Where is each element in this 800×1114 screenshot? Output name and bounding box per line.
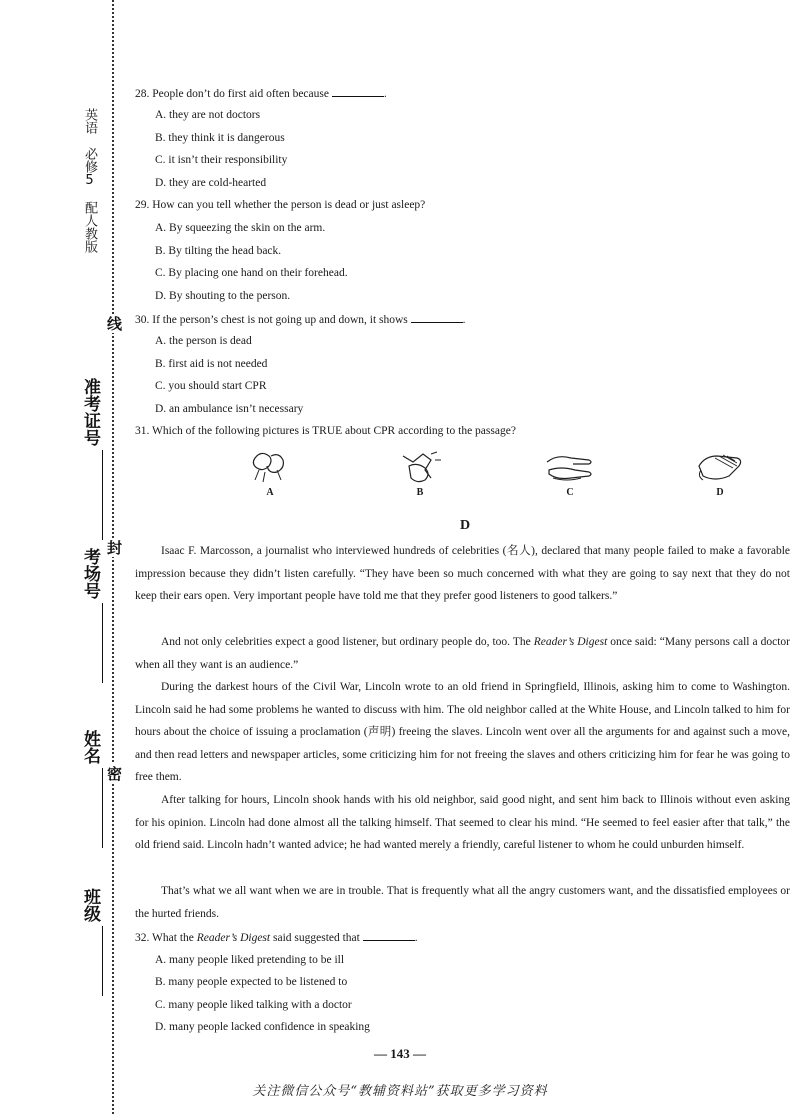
option: D. an ambulance isn’t necessary — [155, 403, 304, 415]
passage-paragraph: Isaac F. Marcosson, a journalist who interviewed hundreds of celebrities (名人), declared that many people failed to make a favorable impression because they didn’t listen carefully. “They have been so much concerned with what they are going to say next that they do not keep their ears open. Very important people have told me that they prefer good listeners to good talkers.” — [135, 545, 790, 603]
option: C. you should start CPR — [155, 380, 267, 392]
italic-title: Reader’s Digest — [533, 636, 608, 648]
picture-label: B — [416, 487, 424, 498]
option: A. By squeezing the skin on the arm. — [155, 222, 326, 234]
option: B. By tilting the head back. — [155, 245, 282, 257]
page-number: — 143 — — [374, 1046, 426, 1061]
passage-paragraph: That’s what we all want when we are in trouble. That is frequently what all the angry customers want, and the dissatisfied employees or the hurted friends. — [135, 885, 790, 920]
hands-illustration-icon — [543, 448, 597, 486]
picture-c — [535, 448, 605, 498]
option: C. many people liked talking with a doctor — [155, 999, 352, 1011]
option: D. they are cold-hearted — [155, 177, 267, 189]
question-29: 29. How can you tell whether the person is dead or just asleep? — [135, 199, 426, 211]
passage-paragraph: During the darkest hours of the Civil War, Lincoln wrote to an old friend in Springfield, Illinois, asking him to come to Washington. Lincoln said he had some problems he wanted to discuss with him. The old neighbor called at the White House, and Lincoln talked to him for hours about the choice of issuing a proclamation (声明) freeing the slaves. Lincoln went over all the arguments for and against such a move, and then read letters and newspaper articles, some criticizing him for not freeing the slaves and others criticizing him for fear he was going to free them. — [135, 681, 790, 784]
picture-a — [235, 448, 305, 498]
hands-illustration-icon — [395, 448, 445, 486]
passage-paragraph: After talking for hours, Lincoln shook hands with his old neighbor, said good night, and sent him back to Illinois without even asking for his opinion. Lincoln had done almost all the talking himself. That seemed to clear his mind. “He seemed to feel easier after that talk,” the old friend said. Lincoln hadn’t wanted advice; he had wanted merely a friendly, careful listener to whom he could unburden himself. — [135, 794, 790, 852]
option: D. many people lacked confidence in speaking — [155, 1021, 370, 1033]
option: A. the person is dead — [155, 335, 252, 347]
option: B. first aid is not needed — [155, 358, 268, 370]
option: C. it isn’t their responsibility — [155, 154, 288, 166]
name-field — [78, 730, 103, 852]
answer-blank — [363, 930, 415, 941]
subject-label: 英语 必修5 配人教版 — [82, 108, 97, 253]
option: A. many people liked pretending to be ill — [155, 954, 345, 966]
picture-d — [685, 448, 755, 498]
seal-feng: 封 — [105, 540, 123, 555]
class-field — [78, 888, 103, 1000]
answer-blank — [332, 86, 384, 97]
hands-illustration-icon — [245, 448, 295, 486]
binding-dotted-line — [112, 0, 114, 1114]
option: A. they are not doctors — [155, 109, 261, 121]
seal-mi: 密 — [105, 766, 123, 781]
seal-xian: 线 — [105, 316, 123, 331]
binding-margin — [0, 0, 125, 1114]
question-28: 28. People don’t do first aid often because . — [135, 88, 387, 100]
exam-id-label: 准考证号 — [80, 378, 100, 446]
question-31: 31. Which of the following pictures is TRUE about CPR according to the passage? — [135, 425, 516, 437]
section-heading: D — [459, 518, 471, 533]
exam-id-field — [78, 378, 103, 544]
exam-room-label: 考场号 — [80, 548, 100, 599]
cpr-pictures — [195, 448, 755, 508]
option: B. many people expected to be listened to — [155, 976, 348, 988]
passage-paragraph-2: And not only celebrities expect a good listener, but ordinary people do, too. The Reader’s Digest once said: “Many persons call a doctor when all they want is an audience.” — [135, 636, 790, 671]
option: D. By shouting to the person. — [155, 290, 291, 302]
picture-label: D — [716, 487, 724, 498]
class-label: 班级 — [80, 888, 100, 922]
answer-blank — [411, 312, 463, 323]
option: B. they think it is dangerous — [155, 132, 285, 144]
picture-label: A — [266, 487, 274, 498]
picture-label: C — [566, 487, 574, 498]
question-32: 32. What the Reader’s Digest said suggested that . — [135, 932, 418, 944]
option: C. By placing one hand on their forehead. — [155, 267, 348, 279]
exam-room-field — [78, 548, 103, 687]
footer-note: 关注微信公众号“教辅资料站”获取更多学习资料 — [252, 1084, 548, 1099]
question-30: 30. If the person’s chest is not going up and down, it shows . — [135, 314, 466, 326]
picture-b — [385, 448, 455, 498]
name-label: 姓名 — [80, 730, 100, 764]
hands-illustration-icon — [693, 448, 747, 486]
